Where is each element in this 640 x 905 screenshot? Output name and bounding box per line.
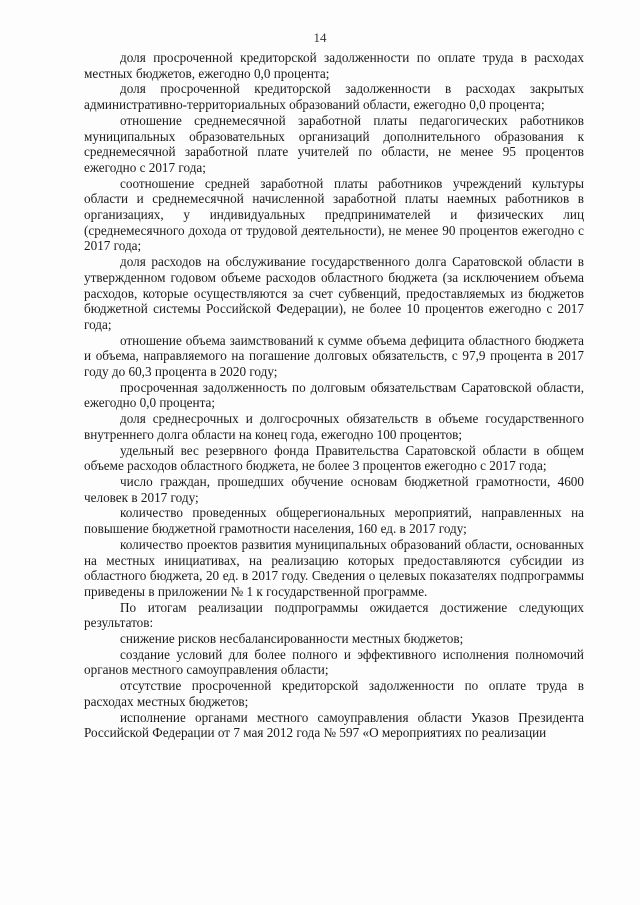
paragraph: удельный вес резервного фонда Правительства Саратовской области в общем объеме расходов областного бюджета, не более 3 процентов ежегодно с 2017 года; [84, 442, 584, 474]
document-body [84, 50, 584, 741]
paragraph: По итогам реализации подпрограммы ожидается достижение следующих результатов: [84, 599, 584, 631]
paragraph: отношение среднемесячной заработной платы педагогических работников муниципальных образовательных организаций дополнительного образования к среднемесячной заработной плате учителей по области, не менее 95 процентов ежегодно с 2017 года; [84, 112, 584, 175]
paragraph: количество проектов развития муниципальных образований области, основанных на местных инициативах, на реализацию которых предоставляются субсидии из областного бюджета, 20 ед. в 2017 году. Сведения о целевых показателях подпрограммы приведены в приложении № 1 к государственной программе. [84, 536, 584, 599]
paragraph: просроченная задолженность по долговым обязательствам Саратовской области, ежегодно 0,0 процента; [84, 379, 584, 411]
paragraph: число граждан, прошедших обучение основам бюджетной грамотности, 4600 человек в 2017 году; [84, 473, 584, 505]
paragraph: доля просроченной кредиторской задолженности в расходах закрытых административно-территориальных образований области, ежегодно 0,0 процента; [84, 81, 584, 113]
paragraph: доля расходов на обслуживание государственного долга Саратовской области в утвержденном годовом объеме расходов областного бюджета (за исключением объема расходов, которые осуществляются за счет субвенций, предоставляемых из бюджетов бюджетной системы Российской Федерации), не более 10 процентов ежегодно с 2017 года; [84, 254, 584, 332]
paragraph: доля среднесрочных и долгосрочных обязательств в объеме государственного внутреннего долга области на конец года, ежегодно 100 процентов; [84, 411, 584, 442]
paragraph: снижение рисков несбалансированности местных бюджетов; [120, 631, 464, 647]
paragraph: доля просроченной кредиторской задолженности по оплате труда в расходах местных бюджетов, ежегодно 0,0 процента; [84, 50, 584, 81]
paragraph: количество проведенных общерегиональных мероприятий, направленных на повышение бюджетной грамотности населения, 160 ед. в 2017 году; [84, 505, 584, 537]
paragraph: отсутствие просроченной кредиторской задолженности по оплате труда в расходах местных бюджетов; [84, 678, 584, 709]
paragraph: отношение объема заимствований к сумме объема дефицита областного бюджета и объема, направляемого на погашение долговых обязательств, с 97,9 процента в 2017 году до 60,3 процента в 2020 году; [84, 332, 584, 380]
paragraph: соотношение средней заработной платы работников учреждений культуры области и среднемесячной начисленной заработной платы наемных работников в организациях, у индивидуальных предпринимателей и физических лиц (среднемесячного дохода от трудовой деятельности), не менее 90 процентов ежегодно с 2017 года; [84, 175, 584, 254]
paragraph: исполнение органами местного самоуправления области Указов Президента Российской Федерации от 7 мая 2012 года № 597 «О мероприятиях по реализации [84, 709, 584, 741]
paragraph: создание условий для более полного и эффективного исполнения полномочий органов местного самоуправления области; [84, 646, 584, 678]
page-number: 14 [313, 30, 327, 45]
